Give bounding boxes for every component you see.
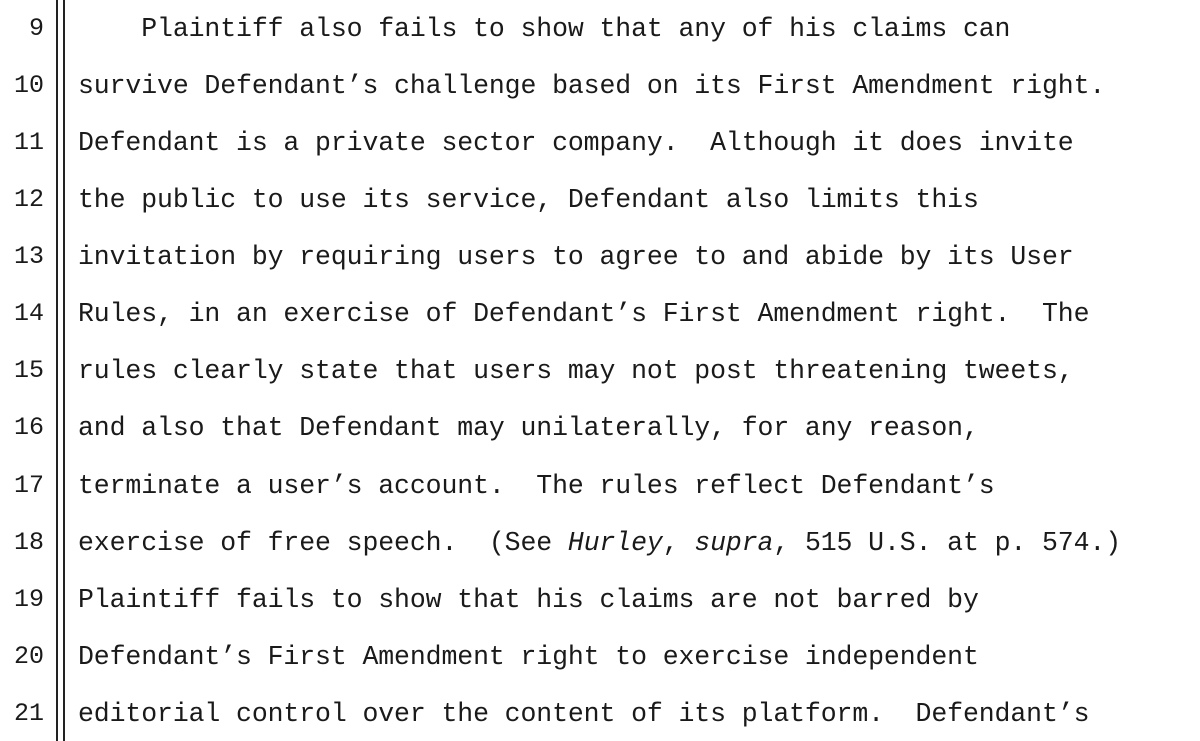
body-text-line: Rules, in an exercise of Defendant’s First Amendment right. The (78, 299, 1090, 329)
text-segment: , 515 U.S. at p. 574.) (773, 528, 1122, 558)
supra-italic: supra (694, 528, 774, 558)
body-text-line: editorial control over the content of its platform. Defendant’s (78, 699, 1090, 729)
body-text-line: Plaintiff also fails to show that any of his claims can (78, 14, 1011, 44)
body-text-line: Plaintiff fails to show that his claims are not barred by (78, 585, 979, 615)
case-name-italic: Hurley (567, 528, 663, 558)
body-text-line: terminate a user’s account. The rules reflect Defendant’s (78, 471, 995, 501)
body-text-line: survive Defendant’s challenge based on its First Amendment right. (78, 71, 1106, 101)
line-number: 20 (13, 642, 44, 671)
line-number: 17 (13, 471, 44, 500)
line-number: 13 (13, 242, 44, 271)
body-text-line: Defendant is a private sector company. Although it does invite (78, 128, 1074, 158)
line-number: 19 (13, 585, 44, 614)
margin-rule-right (63, 0, 65, 741)
body-text-line: and also that Defendant may unilaterally, for any reason, (78, 413, 979, 443)
text-segment: exercise of free speech. (See (78, 528, 568, 558)
line-number: 9 (28, 14, 44, 43)
line-number: 21 (13, 699, 44, 728)
line-number: 12 (13, 185, 44, 214)
margin-rule-left (56, 0, 58, 741)
body-text-line: the public to use its service, Defendant also limits this (78, 185, 979, 215)
line-number: 11 (13, 128, 44, 157)
text-segment: , (662, 528, 695, 558)
line-number: 14 (13, 299, 44, 328)
line-number: 10 (13, 71, 44, 100)
body-text-line-citation (78, 528, 1121, 558)
line-number: 15 (13, 356, 44, 385)
body-text-line: rules clearly state that users may not post threatening tweets, (78, 356, 1074, 386)
line-number: 18 (13, 528, 44, 557)
body-text-line: Defendant’s First Amendment right to exercise independent (78, 642, 979, 672)
body-text-line: invitation by requiring users to agree to and abide by its User (78, 242, 1074, 272)
line-number: 16 (13, 413, 44, 442)
